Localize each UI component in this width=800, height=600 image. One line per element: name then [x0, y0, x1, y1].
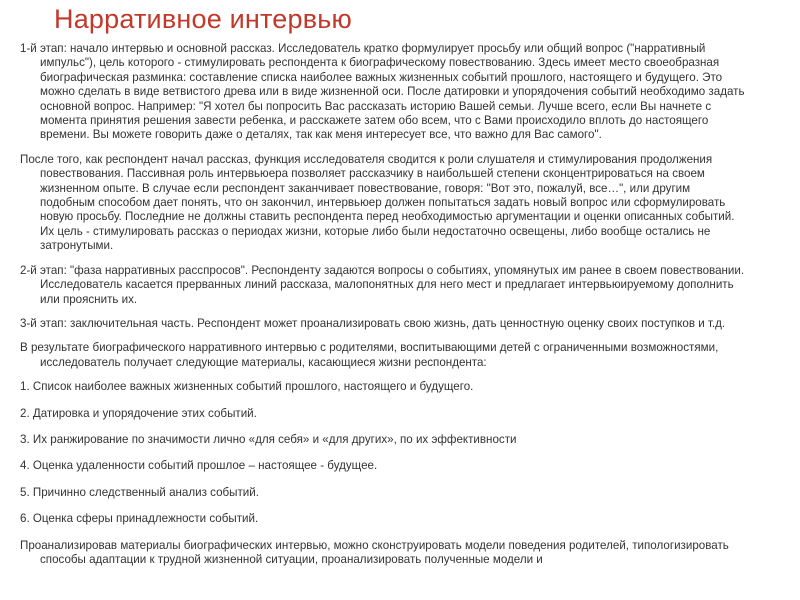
list-item: 6. Оценка сферы принадлежности событий.: [20, 512, 259, 526]
paragraph-conclusion: Проанализировав материалы биографических интервью, можно сконструировать модели поведения родителей, типологизировать способы адаптации к трудной жизненной ситуации, проанализировать полученные модели и: [20, 538, 729, 566]
paragraph-listening: После того, как респондент начал рассказ, функция исследователя сводится к роли слушателя и стимулирования продолжения повествования. Пассивная роль интервьюера позволяет рассказчику в наибольшей степени сконцентрироваться на своем жизненном опыте. В случае если респондент заканчивает повествование, говоря: "Вот это, пожалуй, все…", или другим подобным способом дает понять, что он закончил, интервьюер должен попытаться задать новый вопрос или сформулировать новую просьбу. Последние не должны ставить респондента перед необходимостью аргументации и оценки описанных событий. Их цель - стимулировать рассказ о периодах жизни, которые либо были недостаточно освещены, либо вообще остались не затронутыми.: [20, 152, 735, 253]
paragraph-stage-3: 3-й этап: заключительная часть. Респондент может проанализировать свою жизнь, дать ценностную оценку своих поступков и т.д.: [20, 316, 726, 330]
paragraph-stage-2: 2-й этап: "фаза нарративных расспросов". Респонденту задаются вопросы о событиях, упомянутых им ранее в своем повествовании. Исследователь касается прерванных линий рассказа, малопонятных для него мест и предлагает интервьюируемому дополнить или прояснить их.: [20, 263, 745, 306]
paragraph-results: В результате биографического нарративного интервью с родителями, воспитывающими детей с ограниченными возможностями, исследователь получает следующие материалы, касающиеся жизни респондента:: [20, 341, 719, 369]
list-item: 5. Причинно следственный анализ событий.: [20, 485, 259, 499]
page-title: Нарративное интервью: [54, 4, 352, 34]
text-body: [20, 42, 748, 577]
list-item: 1. Список наиболее важных жизненных событий прошлого, настоящего и будущего.: [20, 380, 474, 394]
paragraph-stage-1: 1-й этап: начало интервью и основной рассказ. Исследователь кратко формулирует просьбу или общий вопрос ("нарративный импульс"), цель которого - стимулировать респондента к биографическому повествованию. Здесь имеет место своеобразная биографическая разминка: составление списка наиболее важных жизненных событий прошлого, настоящего и будущего. Это можно сделать в виде ветвистого древа или в виде жизненной оси. После датировки и упорядочения событий необходимо задать основной вопрос. Например: "Я хотел бы попросить Вас рассказать историю Вашей семьи. Лучше всего, если Вы начнете с момента принятия решения завести ребенка, и расскажете затем обо всем, что с Вами происходило вплоть до настоящего времени. Вы можете говорить даже о деталях, так как меня интересует все, что важно для Вас самого".: [20, 42, 745, 142]
list-item: 3. Их ранжирование по значимости лично «для себя» и «для других», по их эффективности: [20, 432, 517, 446]
list-item: 4. Оценка удаленности событий прошлое – настоящее - будущее.: [20, 459, 378, 473]
list-item: 2. Датировка и упорядочение этих событий.: [20, 406, 257, 420]
